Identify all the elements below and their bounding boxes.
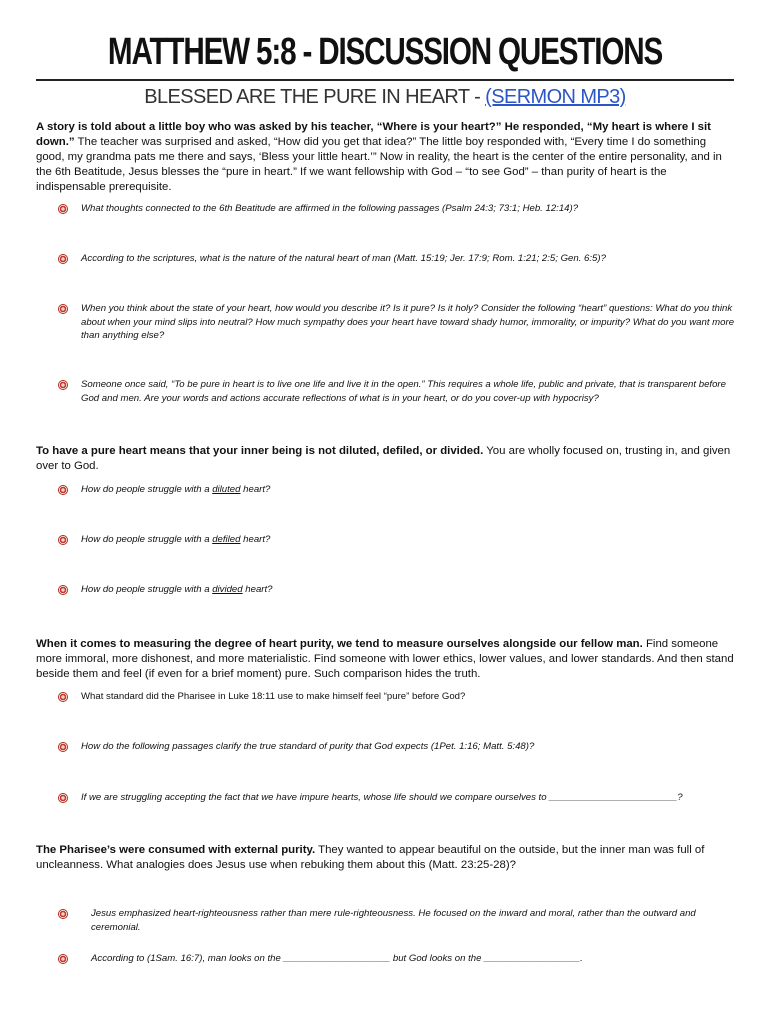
question-suffix: heart? — [242, 584, 273, 595]
section3-intro — [36, 637, 736, 682]
question-item — [58, 378, 738, 405]
bullet-icon — [58, 585, 68, 595]
section1-intro — [36, 120, 736, 195]
question-text — [81, 583, 738, 597]
title-rule — [36, 79, 734, 81]
section4-intro-bold: The Pharisee’s were consumed with external purity. — [36, 844, 316, 856]
bullet-icon — [58, 304, 68, 314]
question-prefix: How do people struggle with a — [81, 484, 213, 495]
question-suffix: heart? — [240, 534, 271, 545]
question-text: When you think about the state of your heart, how would you describe it? Is it pure? Is it holy? Consider the following “heart” questions: What do you think about when your mind slips into neutral? How much sympathy does your heart have toward shady humor, immorality, or impurity? What do you want more than anything else? — [81, 303, 735, 341]
question-prefix: How do people struggle with a — [81, 534, 213, 545]
section2-intro — [36, 444, 736, 474]
question-item — [58, 202, 738, 216]
question-text: According to the scriptures, what is the nature of the natural heart of man (Matt. 15:19; Jer. 17:9; Rom. 1:21; 2:5; Gen. 6:5)? — [81, 253, 606, 264]
page-subtitle — [0, 84, 770, 110]
question-item — [58, 740, 738, 754]
keyword-divided: divided — [212, 584, 243, 595]
bullet-icon — [58, 742, 68, 752]
bullet-icon — [58, 254, 68, 264]
section1-intro-text: The teacher was surprised and asked, “How did you get that idea?” The little boy responded with, “Every time I do something good, my grandma pats me there and says, ‘Bless your little heart.’” Now in reality, the heart is the center of the entire personality, and in the 6th Beatitude, Jesus blesses the “pure in heart.” If we want fellowship with God – “to see God” – than purity of heart is the indispensable prerequisite. — [36, 136, 722, 193]
sermon-mp3-link[interactable]: (SERMON MP3) — [485, 86, 626, 108]
question-suffix: heart? — [240, 484, 271, 495]
question-prefix: How do people struggle with a — [81, 584, 213, 595]
question-text: What thoughts connected to the 6th Beatitude are affirmed in the following passages (Psalm 24:3; 73:1; Heb. 12:14)? — [81, 203, 579, 214]
bullet-icon — [58, 204, 68, 214]
question-item — [58, 690, 738, 704]
bullet-icon — [58, 909, 68, 919]
section3-intro-text: Find someone more immoral, more dishonest, and more materialistic. Find someone with lower ethics, lower values, and lower standards. And then stand beside them and feel (if even for a brief moment) pure. Such comparison hides the truth. — [36, 638, 734, 680]
question-text: Jesus emphasized heart-righteousness rather than mere rule-righteousness. He focused on the inward and moral, rather than the outward and ceremonial. — [91, 908, 696, 933]
question-item — [58, 583, 738, 597]
question-text: According to (1Sam. 16:7), man looks on the ____________________ but God looks on the __________________. — [91, 953, 583, 964]
bullet-icon — [58, 692, 68, 702]
bullet-icon — [58, 793, 68, 803]
question-text: What standard did the Pharisee in Luke 18:11 use to make himself feel “pure” before God? — [81, 691, 466, 702]
question-item — [58, 483, 738, 497]
bullet-icon — [58, 954, 68, 964]
section2-intro-bold: To have a pure heart means that your inner being is not diluted, defiled, or divided. — [36, 445, 484, 457]
section2-intro-text: You are wholly focused on, trusting in, and given over to God. — [36, 445, 731, 472]
keyword-defiled: defiled — [212, 534, 241, 545]
question-item — [58, 533, 738, 547]
subtitle-text: BLESSED ARE THE PURE IN HEART - — [144, 86, 486, 108]
section1-intro-bold: A story is told about a little boy who was asked by his teacher, “Where is your heart?” He responded, “My heart is where I sit down.” — [36, 121, 711, 148]
question-text — [81, 533, 738, 547]
question-item — [58, 252, 738, 266]
question-item — [58, 952, 738, 966]
bullet-icon — [58, 535, 68, 545]
page-title: MATTHEW 5:8 - DISCUSSION QUESTIONS — [107, 31, 663, 73]
question-text: If we are struggling accepting the fact that we have impure hearts, whose life should we compare ourselves to ________________________? — [81, 792, 683, 803]
question-item — [58, 791, 738, 805]
section3-intro-bold: When it comes to measuring the degree of heart purity, we tend to measure ourselves alongside our fellow man. — [36, 638, 643, 650]
question-item — [58, 302, 738, 343]
section4-intro — [36, 843, 736, 873]
keyword-diluted: diluted — [212, 484, 241, 495]
bullet-icon — [58, 485, 68, 495]
section4-intro-text: They wanted to appear beautiful on the outside, but the inner man was full of uncleanness. What analogies does Jesus use when rebuking them about this (Matt. 23:25-28)? — [36, 844, 705, 871]
question-text: How do the following passages clarify the true standard of purity that God expects (1Pet. 1:16; Matt. 5:48)? — [81, 741, 535, 752]
question-text — [81, 483, 738, 497]
question-text: Someone once said, “To be pure in heart is to live one life and live it in the open.” This requires a whole life, public and private, that is transparent before God and men. Are your words and actions accurate reflections of what is in your heart, or do you cover-up with hypocrisy? — [81, 379, 726, 404]
question-item — [58, 907, 738, 934]
bullet-icon — [58, 380, 68, 390]
